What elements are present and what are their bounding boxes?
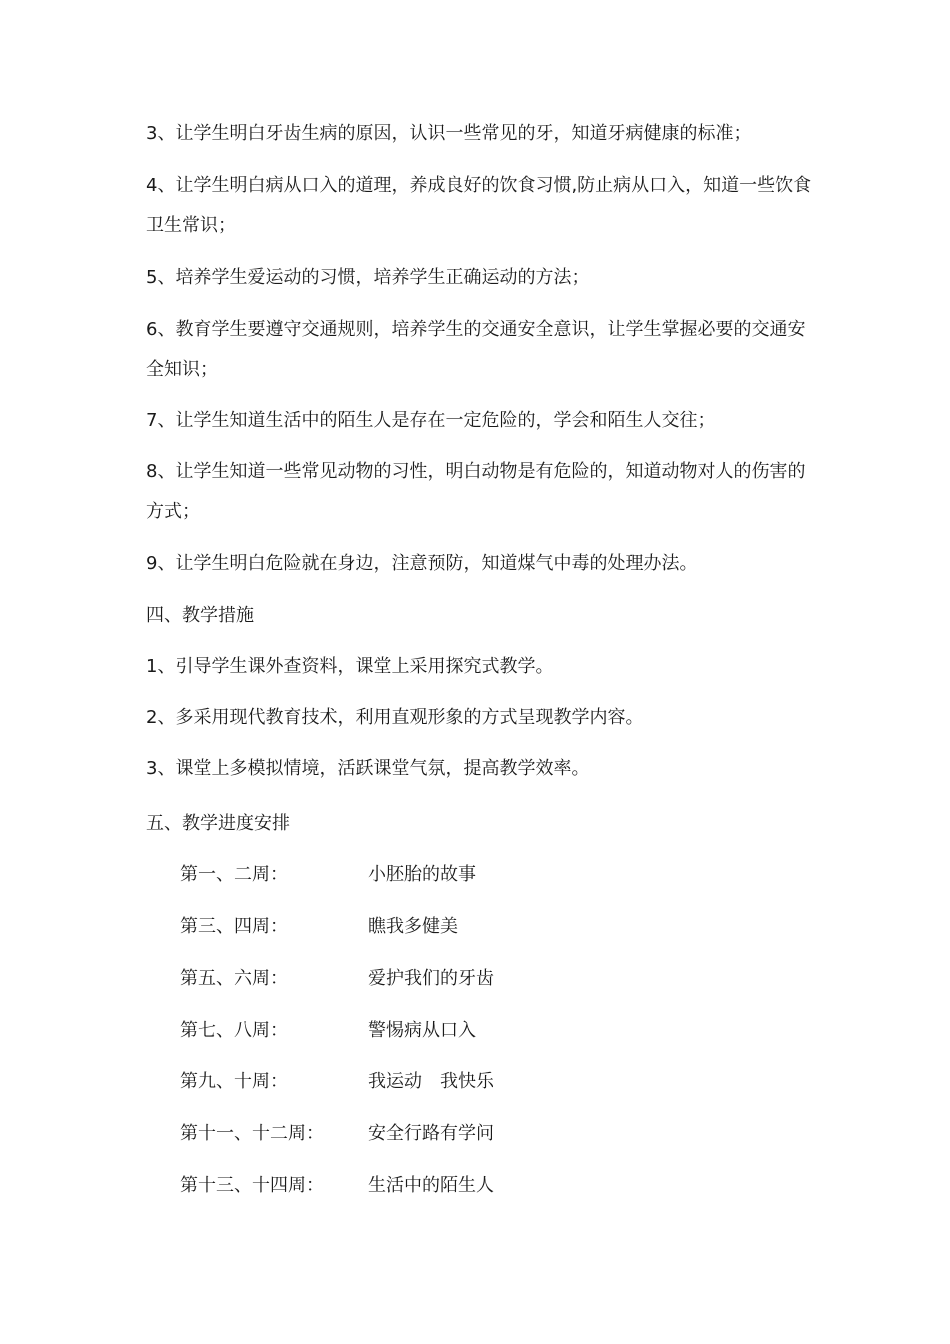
- schedule-topic: 我运动 我快乐: [368, 1071, 494, 1092]
- goal-item: 8、让学生知道一些常见动物的习性，明白动物是有危险的，知道动物对人的伤害的方式；: [146, 461, 806, 522]
- schedule-topic: 爱护我们的牙齿: [368, 968, 494, 989]
- schedule-topic: 生活中的陌生人: [368, 1175, 494, 1196]
- goal-item: 9、让学生明白危险就在身边，注意预防，知道煤气中毒的处理办法。: [146, 553, 698, 574]
- schedule-week: 第三、四周：: [180, 916, 288, 937]
- measure-item: 1、引导学生课外查资料，课堂上采用探究式教学。: [146, 656, 554, 677]
- section-heading-measures: 四、教学措施: [146, 605, 254, 626]
- schedule-week: 第九、十周：: [180, 1071, 288, 1092]
- schedule-week: 第十一、十二周：: [180, 1123, 324, 1144]
- schedule-topic: 瞧我多健美: [368, 916, 458, 937]
- schedule-week: 第五、六周：: [180, 968, 288, 989]
- section-heading-schedule: 五、教学进度安排: [146, 813, 290, 834]
- schedule-topic: 安全行路有学问: [368, 1123, 494, 1144]
- goal-item: 7、让学生知道生活中的陌生人是存在一定危险的，学会和陌生人交往；: [146, 410, 716, 431]
- measure-item: 2、多采用现代教育技术，利用直观形象的方式呈现教学内容。: [146, 707, 644, 728]
- goal-item: 3、让学生明白牙齿生病的原因，认识一些常见的牙，知道牙病健康的标准；: [146, 123, 752, 144]
- schedule-week: 第十三、十四周：: [180, 1175, 324, 1196]
- schedule-topic: 警惕病从口入: [368, 1020, 476, 1041]
- goal-item: 6、教育学生要遵守交通规则，培养学生的交通安全意识，让学生掌握必要的交通安全知识；: [146, 319, 806, 380]
- schedule-topic: 小胚胎的故事: [368, 864, 476, 885]
- schedule-week: 第一、二周：: [180, 864, 288, 885]
- schedule-week: 第七、八周：: [180, 1020, 288, 1041]
- goal-item: 5、培养学生爱运动的习惯，培养学生正确运动的方法；: [146, 267, 590, 288]
- goal-item: 4、让学生明白病从口入的道理，养成良好的饮食习惯,防止病从口入，知道一些饮食卫生常识；: [146, 175, 812, 236]
- measure-item: 3、课堂上多模拟情境，活跃课堂气氛，提高教学效率。: [146, 758, 590, 779]
